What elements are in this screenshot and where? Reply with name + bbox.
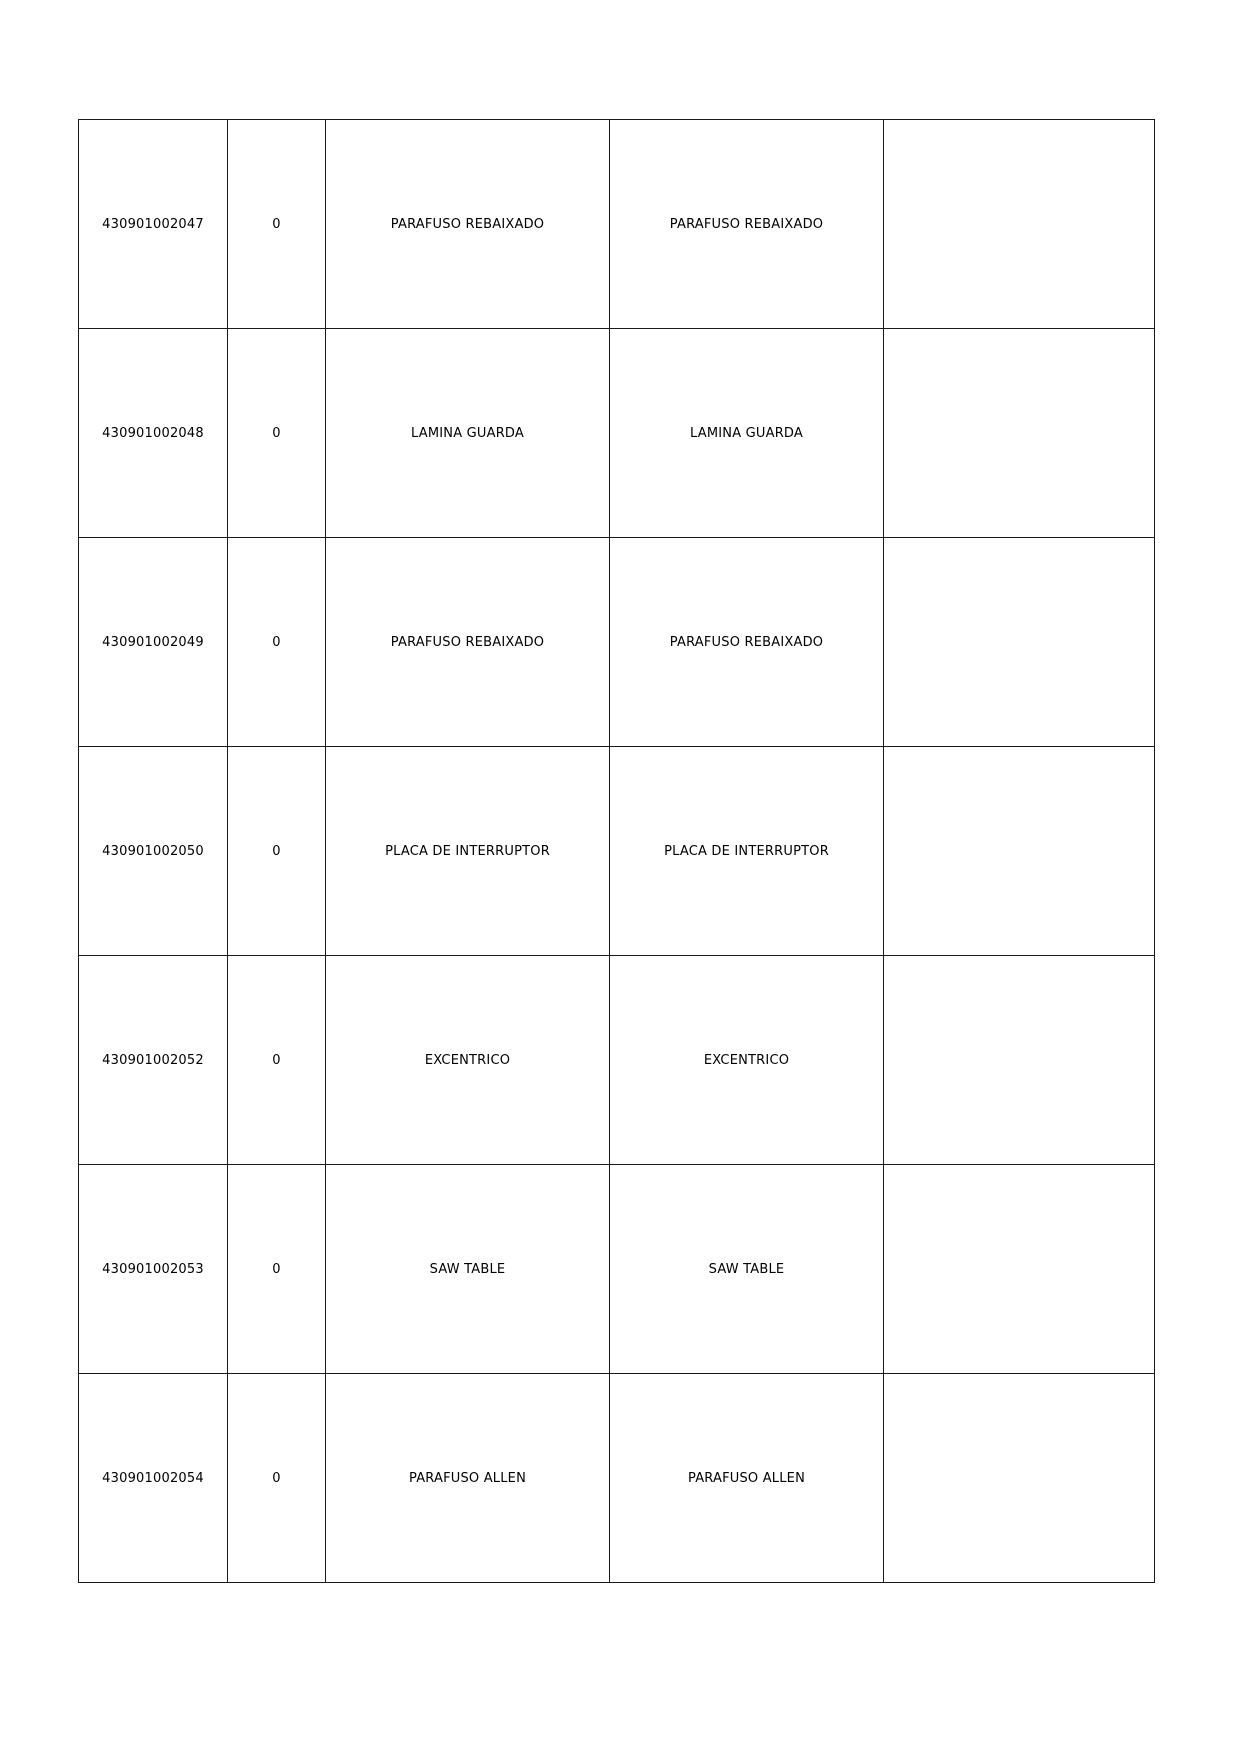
part-code-cell: 430901002052 (79, 956, 228, 1165)
notes-cell (884, 956, 1155, 1165)
notes-cell (884, 747, 1155, 956)
description-alt-cell: PARAFUSO ALLEN (610, 1374, 884, 1583)
notes-cell (884, 1374, 1155, 1583)
quantity-cell: 0 (228, 1165, 326, 1374)
description-alt-cell: SAW TABLE (610, 1165, 884, 1374)
table-row (79, 1374, 1155, 1583)
table-row (79, 1165, 1155, 1374)
description-cell: EXCENTRICO (326, 956, 610, 1165)
table-row (79, 956, 1155, 1165)
description-alt-cell: PARAFUSO REBAIXADO (610, 538, 884, 747)
quantity-cell: 0 (228, 1374, 326, 1583)
description-cell: LAMINA GUARDA (326, 329, 610, 538)
part-code-cell: 430901002048 (79, 329, 228, 538)
description-cell: PARAFUSO REBAIXADO (326, 538, 610, 747)
notes-cell (884, 329, 1155, 538)
notes-cell (884, 120, 1155, 329)
quantity-cell: 0 (228, 747, 326, 956)
table-row (79, 329, 1155, 538)
description-alt-cell: PLACA DE INTERRUPTOR (610, 747, 884, 956)
quantity-cell: 0 (228, 329, 326, 538)
description-cell: PARAFUSO ALLEN (326, 1374, 610, 1583)
description-alt-cell: LAMINA GUARDA (610, 329, 884, 538)
quantity-cell: 0 (228, 120, 326, 329)
parts-table (78, 119, 1155, 1583)
part-code-cell: 430901002050 (79, 747, 228, 956)
description-cell: PARAFUSO REBAIXADO (326, 120, 610, 329)
part-code-cell: 430901002047 (79, 120, 228, 329)
quantity-cell: 0 (228, 538, 326, 747)
part-code-cell: 430901002053 (79, 1165, 228, 1374)
notes-cell (884, 1165, 1155, 1374)
description-cell: SAW TABLE (326, 1165, 610, 1374)
part-code-cell: 430901002054 (79, 1374, 228, 1583)
quantity-cell: 0 (228, 956, 326, 1165)
table-row (79, 120, 1155, 329)
part-code-cell: 430901002049 (79, 538, 228, 747)
table-row (79, 747, 1155, 956)
description-cell: PLACA DE INTERRUPTOR (326, 747, 610, 956)
description-alt-cell: EXCENTRICO (610, 956, 884, 1165)
description-alt-cell: PARAFUSO REBAIXADO (610, 120, 884, 329)
notes-cell (884, 538, 1155, 747)
table-row (79, 538, 1155, 747)
parts-table-body (79, 120, 1155, 1583)
